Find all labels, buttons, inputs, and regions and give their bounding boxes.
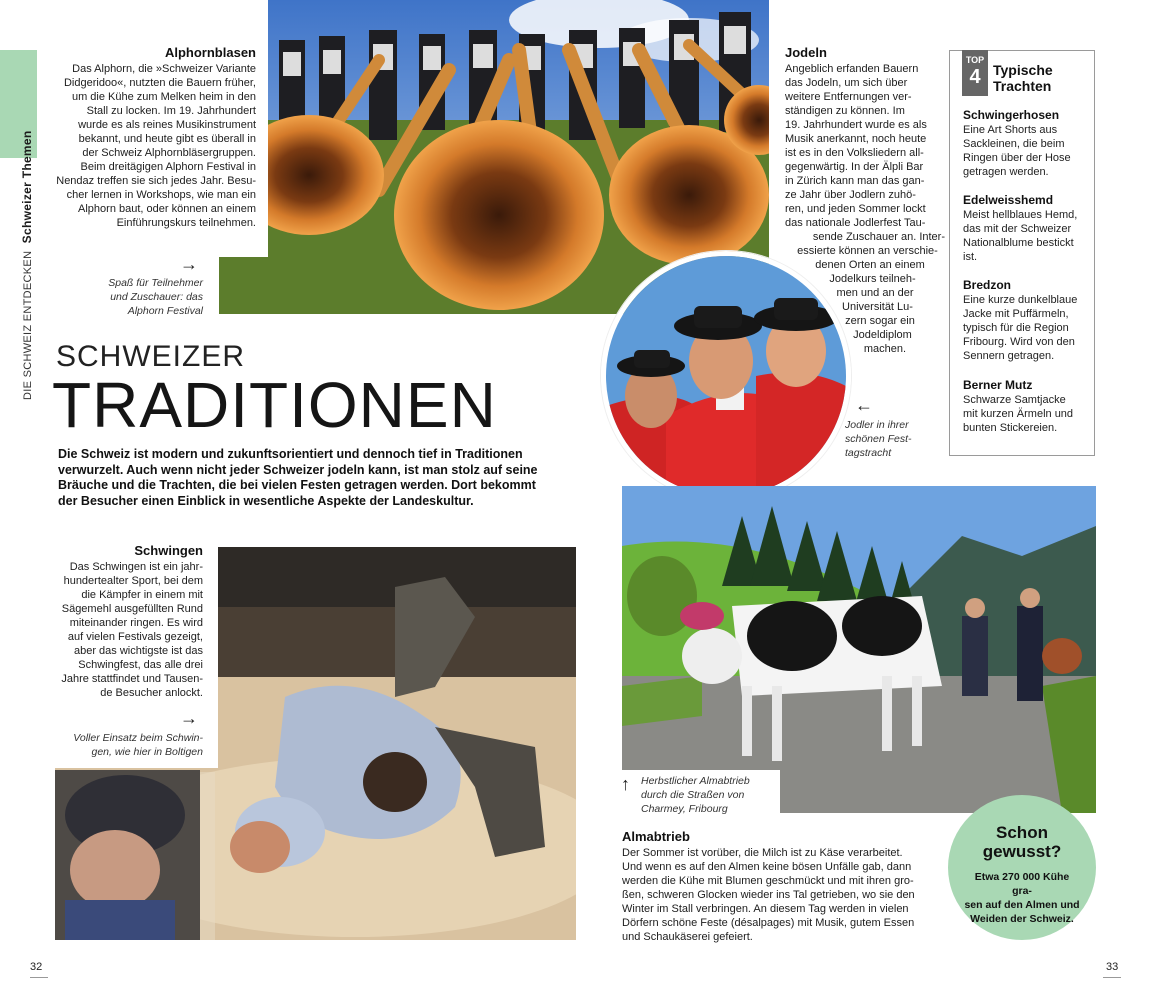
- text-line: das nationale Jodlerfest Tau-: [785, 217, 926, 229]
- text-line: Und wenn es auf den Almen keine bösen Unfälle gab, dann: [622, 861, 912, 873]
- text-line: Sackleinen, die beim: [963, 138, 1065, 150]
- alphorn-caption: [60, 276, 203, 318]
- chapter-name: DIE SCHWEIZ ENTDECKEN: [22, 250, 34, 400]
- top4-costumes-box: [949, 50, 1095, 456]
- costume-description: [963, 293, 1089, 363]
- text-line: bunten Stickereien.: [963, 422, 1058, 434]
- text-line: Einführungskurs teilnehmen.: [116, 217, 256, 229]
- text-line: Winter im Stall verbringen. An diesem Tag werden in vielen: [622, 903, 909, 915]
- text-line: Universität Lu-: [842, 301, 913, 313]
- arrow-left-icon: ←: [855, 395, 873, 415]
- section-name: Schweizer Themen: [20, 130, 34, 244]
- arrow-up-icon: ↑: [621, 774, 630, 794]
- text-line: Eine kurze dunkelblaue: [963, 294, 1078, 306]
- costume-heading: Edelweisshemd: [963, 193, 1054, 207]
- text-line: ständigen zu können. Im: [785, 105, 905, 117]
- text-line: ist.: [963, 251, 978, 263]
- text-line: Ringen über der Hose: [963, 152, 1071, 164]
- costume-item: [963, 193, 1089, 264]
- text-line: Jodelkurs teilneh-: [829, 273, 916, 285]
- text-line: ze Jahr über Jodlern zuhö-: [785, 189, 916, 201]
- jodeln-heading: Jodeln: [785, 45, 827, 60]
- costume-heading: Bredzon: [963, 278, 1011, 292]
- text-line: aber das wichtigste ist das: [73, 645, 203, 657]
- costume-heading: Schwingerhosen: [963, 108, 1060, 122]
- page-number-rule: [1103, 977, 1121, 978]
- yodelers-photo: [601, 251, 851, 501]
- badge-number: 4: [969, 66, 981, 88]
- top4-title: [993, 62, 1053, 94]
- text-line: bekannt, und heute gibt es überall in: [78, 133, 256, 145]
- page-number-right: 33: [1106, 961, 1119, 973]
- text-line: gegenwärtig. In der Älpli Bar: [785, 161, 924, 173]
- text-line: Schwarze Samtjacke: [963, 394, 1066, 406]
- text-line: hundertealter Sport, bei dem: [63, 575, 203, 587]
- text-line: sende Zuschauer an. Inter-: [812, 231, 945, 243]
- text-line: Alphorn baut, oder können an einem: [78, 203, 256, 215]
- alphorn-body: [40, 62, 256, 230]
- caption-line: tagstracht: [845, 447, 892, 459]
- caption-line: durch die Straßen von: [641, 789, 745, 801]
- text-line: men und an der: [836, 287, 914, 299]
- cattle-drive-photo: [622, 486, 1096, 813]
- page-number-left: 32: [30, 961, 43, 973]
- almabtrieb-caption: [641, 774, 781, 816]
- page-title: TRADITIONEN: [52, 369, 497, 441]
- did-you-know-text: [964, 870, 1080, 926]
- text-line: typisch für die Region: [963, 322, 1069, 334]
- text-line: Das Alphorn, die »Schweizer Variante: [72, 63, 256, 75]
- text-line: machen.: [863, 343, 907, 355]
- text-line: sen auf den Almen und: [964, 899, 1080, 911]
- alphorn-heading: Alphornblasen: [164, 45, 256, 60]
- text-line: Angeblich erfanden Bauern: [785, 63, 919, 75]
- schwingen-caption: [40, 731, 203, 759]
- caption-line: Alphorn Festival: [127, 305, 203, 317]
- text-line: zern sogar ein: [845, 315, 915, 327]
- text-line: Schwingfest, das alle drei: [78, 659, 203, 671]
- jodeln-caption: [845, 418, 935, 460]
- caption-line: Jodler in ihrer: [845, 419, 909, 431]
- costume-heading: Berner Mutz: [963, 378, 1033, 392]
- did-you-know-title: [948, 823, 1096, 861]
- text-line: Nendaz treffen sie sich jedes Jahr. Besu-: [56, 175, 256, 187]
- almabtrieb-body: [622, 846, 942, 944]
- caption-line: Spaß für Teilnehmer: [108, 277, 203, 289]
- did-you-know-bubble: [948, 795, 1096, 940]
- text-line: Etwa 270 000 Kühe gra-: [974, 871, 1070, 897]
- text-line: Der Sommer ist vorüber, die Milch ist zu Käse verarbeitet.: [622, 847, 903, 859]
- costume-item: [963, 108, 1089, 179]
- text-line: Sägemehl ausgefüllten Rund: [61, 603, 203, 615]
- text-line: werden die Kühe mit Blumen geschmückt und mit ihren gro-: [622, 875, 914, 887]
- text-line: ren, und jeden Sommer lockt: [785, 203, 926, 215]
- costume-item: [963, 278, 1089, 363]
- page-title-small: SCHWEIZER: [56, 340, 245, 373]
- text-line: getragen werden.: [963, 166, 1049, 178]
- text-line: Fribourg. Wird von den: [963, 336, 1075, 348]
- text-line: der Schweiz Alphornbläsergruppen.: [82, 147, 256, 159]
- text-line: ist es in den Volksliedern all-: [785, 147, 924, 159]
- text-line: und Schaukäserei gefeiert.: [622, 931, 753, 943]
- intro-text: Die Schweiz ist modern und zukunftsorientiert und dennoch tief in Traditionen verwurzelt. Auch wenn nicht jeder Schweizer jodeln kann, ist man stolz auf seine Bräuche und die Trachten, die bei vielen Festen getragen werden. Dort bekommt der Besucher einen Einblick in wesentliche Aspekte der Landeskultur.: [58, 447, 538, 508]
- text-line: Jahre stattfindet und Tausen-: [61, 673, 203, 685]
- caption-line: Herbstlicher Almabtrieb: [641, 775, 750, 787]
- text-line: in Zürich kann man das gan-: [785, 175, 925, 187]
- text-line: ßen, schweren Glocken wieder ins Tal getrieben, wo sie den: [622, 889, 915, 901]
- text-line: Meist hellblaues Hemd,: [963, 209, 1078, 221]
- schwingen-body: [40, 560, 203, 700]
- caption-line: und Zuschauer: das: [110, 291, 203, 303]
- text-line: um die Kühe zum Melken heim in den: [71, 91, 256, 103]
- text-line: das mit der Schweizer: [963, 223, 1072, 235]
- schwingen-heading: Schwingen: [134, 543, 203, 558]
- text-line: wurde es als reines Musikinstrument: [78, 119, 256, 131]
- text-line: Eine Art Shorts aus: [963, 124, 1058, 136]
- text-line: auf vielen Festivals gezeigt,: [67, 631, 203, 643]
- text-line: Nationalblume bestickt: [963, 237, 1074, 249]
- text-line: Sennern getragen.: [963, 350, 1055, 362]
- text-line: Beim dreitägigen Alphorn Festival in: [80, 161, 256, 173]
- text-line: mit kurzen Ärmeln und: [963, 408, 1074, 420]
- text-line: denen Orten an einem: [815, 259, 925, 271]
- text-line: Musik anerkannt, noch heute: [785, 133, 927, 145]
- costume-description: [963, 123, 1089, 179]
- title-line: Typische: [993, 62, 1053, 78]
- text-line: Jacke mit Puffärmeln,: [963, 308, 1069, 320]
- caption-line: schönen Fest-: [845, 433, 912, 445]
- arrow-right-icon: →: [180, 708, 198, 728]
- caption-line: Charmey, Fribourg: [641, 803, 728, 815]
- text-line: Das Schwingen ist ein jahr-: [69, 561, 203, 573]
- caption-line: gen, wie hier in Boltigen: [91, 746, 203, 758]
- text-line: 19. Jahrhundert wurde es als: [785, 119, 927, 131]
- title-line: Schon: [996, 823, 1048, 842]
- text-line: das Jodeln, um sich über: [785, 77, 908, 89]
- caption-line: Voller Einsatz beim Schwin-: [73, 732, 203, 744]
- arrow-right-icon: →: [180, 254, 198, 274]
- text-line: Didgeridoo«, nutzten die Bauern früher,: [63, 77, 256, 89]
- text-line: miteinander ringen. Es wird: [69, 617, 203, 629]
- costume-description: [963, 393, 1089, 435]
- text-line: die Kämpfer in einem mit: [81, 589, 203, 601]
- text-line: Weiden der Schweiz.: [970, 913, 1074, 925]
- costume-description: [963, 208, 1089, 264]
- almabtrieb-heading: Almabtrieb: [622, 829, 690, 844]
- text-line: weitere Entfernungen ver-: [785, 91, 912, 103]
- text-line: de Besucher anlockt.: [100, 687, 203, 699]
- text-line: Jodeldiplom: [853, 329, 912, 341]
- spectator-photo: [55, 770, 200, 940]
- title-line: gewusst?: [982, 842, 1062, 861]
- badge-top-label: TOP: [965, 55, 985, 65]
- text-line: Dörfern schöne Feste (désalpages) mit Musik, gutem Essen: [622, 917, 915, 929]
- costume-item: [963, 378, 1089, 435]
- text-line: essierte können an verschie-: [797, 245, 938, 257]
- page-number-rule: [30, 977, 48, 978]
- top4-badge: [962, 50, 988, 96]
- title-line: Trachten: [993, 78, 1052, 94]
- text-line: cher lernen in Workshops, wie man ein: [66, 189, 256, 201]
- text-line: Stall zu locken. Im 19. Jahrhundert: [86, 105, 256, 117]
